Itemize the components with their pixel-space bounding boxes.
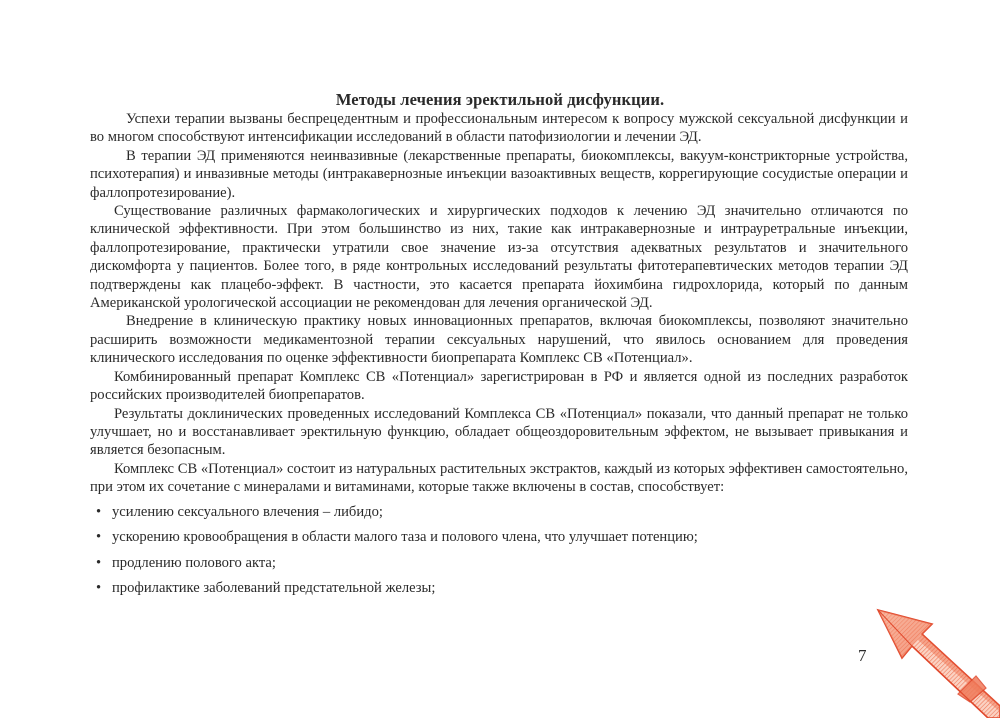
list-item	[90, 579, 908, 597]
paragraph-6: Результаты доклинических проведенных исследований Комплекса СВ «Потенциал» показали, что данный препарат не только улучшает, но и восстанавливает эректильную функцию, обладает общеоздоровительным эффектом, не вызывает привыкания и является безопасным.	[90, 405, 908, 459]
list-item-text: профилактике заболеваний предстательной железы;	[112, 580, 436, 597]
body-text	[90, 110, 908, 605]
bullet-icon: •	[96, 554, 102, 571]
benefits-list	[90, 503, 908, 598]
bullet-icon: •	[96, 529, 102, 546]
bullet-icon: •	[96, 580, 102, 597]
list-item-text: ускорению кровообращения в области малого таза и полового члена, что улучшает потенцию;	[112, 529, 698, 546]
arrow-icon	[870, 602, 1000, 718]
list-item-text: продлению полового акта;	[112, 554, 276, 571]
paragraph-4: Внедрение в клиническую практику новых инновационных препаратов, включая биокомплексы, позволяют значительно расширить возможности медикаментозной терапии сексуальных нарушений, что явилось основанием для проведения клинического исследования по оценке эффективности биопрепарата Комплекс СВ «Потенциал».	[90, 313, 908, 367]
paragraph-1: Успехи терапии вызваны беспрецедентным и профессиональным интересом к вопросу мужской сексуальной дисфункции и во многом способствуют интенсификации исследований в области патофизиологии и лечении ЭД.	[90, 111, 908, 146]
page-title: Методы лечения эректильной дисфункции.	[335, 90, 665, 109]
paragraph-2: В терапии ЭД применяются неинвазивные (лекарственные препараты, биокомплексы, вакуум-констрикторные устройства, психотерапия) и инвазивные методы (интракавернозные инъекции вазоактивных веществ, коррегирующие сосудистые операции и фаллопротезирование).	[90, 147, 908, 201]
paragraph-5: Комбинированный препарат Комплекс СВ «Потенциал» зарегистрирован в РФ и является одной из последних разработок российских производителей биопрепаратов.	[90, 368, 908, 404]
list-item-text: усилению сексуального влечения – либидо;	[112, 503, 383, 520]
list-item	[90, 528, 908, 546]
list-item	[90, 554, 908, 572]
page-number: 7	[858, 646, 867, 665]
paragraph-7: Комплекс СВ «Потенциал» состоит из натуральных растительных экстрактов, каждый из которых эффективен самостоятельно, при этом их сочетание с минералами и витаминами, которые также включены в состав, способствует:	[90, 460, 908, 496]
paragraph-3: Существование различных фармакологических и хирургических подходов к лечению ЭД значительно отличаются по клинической эффективности. При этом большинство из них, такие как интракавернозные и интрауретральные инъекции, фаллопротезирование, практически утратили свое значение из-за отсутствия адекватных результатов и значительного дискомфорта у пациентов. Более того, в ряде контрольных исследований результаты фитотерапевтических методов терапии ЭД подтверждены как плацебо-эффект. В частности, это касается препарата йохимбина гидрохлорида, который по данным Американской урологической ассоциации не рекомендован для лечения органической ЭД.	[90, 203, 908, 312]
list-item	[90, 503, 908, 521]
bullet-icon: •	[96, 503, 102, 520]
